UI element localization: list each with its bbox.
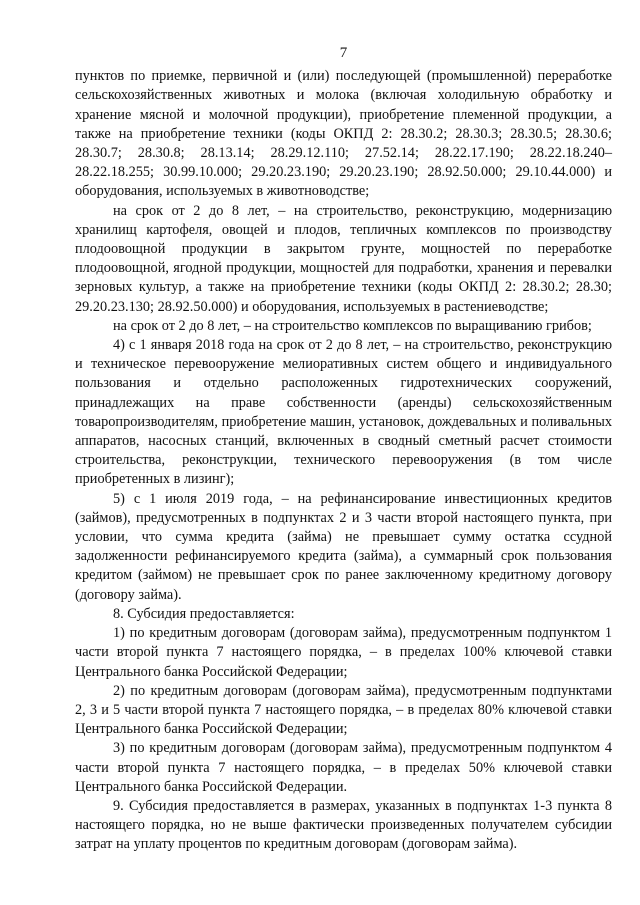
- paragraph-5: 5) с 1 июля 2019 года, – на рефинансирование инвестиционных кредитов (займов), предусмотренных в подпунктах 2 и 3 части второй настоящего пункта, при условии, что сумма кредита (займа) не превышает сумму остатка ссудной задолженности рефинансируемого кредита (займа), а суммарный срок пользования кредитом (займом) не превышает срок по ранее заключенному кредитному договору (договору займа).: [75, 490, 612, 603]
- paragraph-10: 9. Субсидия предоставляется в размерах, указанных в подпунктах 1-3 пункта 8 настоящего порядка, но не выше фактически произведенных получателем субсидии затрат на уплату процентов по кредитным договорам (договорам займа).: [75, 797, 612, 853]
- paragraph-4: 4) с 1 января 2018 года на срок от 2 до 8 лет, – на строительство, реконструкцию и техническое перевооружение мелиоративных систем общего и индивидуального пользования и отдельно расположенных гидротехнических сооружений, принадлежащих на праве собственности (аренды) сельскохозяйственным товаропроизводителям, приобретение машин, установок, дождевальных и поливальных аппаратов, насосных станций, включенных в сводный сметный расчет стоимости строительства, реконструкции, технического перевооружения (в том числе приобретенных в лизинг);: [75, 337, 612, 488]
- paragraph-7: 1) по кредитным договорам (договорам займа), предусмотренным подпунктом 1 части второй пункта 7 настоящего порядка, – в пределах 100% ключевой ставки Центрального банка Российской Федерации;: [75, 625, 612, 680]
- page-number: 7: [339, 45, 348, 61]
- paragraph-3: на срок от 2 до 8 лет, – на строительство комплексов по выращиванию грибов;: [113, 317, 592, 334]
- document-body: [75, 67, 612, 854]
- paragraph-8: 2) по кредитным договорам (договорам займа), предусмотренным подпунктами 2, 3 и 5 части второй пункта 7 настоящего порядка, – в пределах 80% ключевой ставки Центрального банка Российской Федерации;: [75, 682, 612, 738]
- paragraph-9: 3) по кредитным договорам (договорам займа), предусмотренным подпунктом 4 части второй пункта 7 настоящего порядка, – в пределах 50% ключевой ставки Центрального банка Российской Федерации.: [75, 740, 612, 795]
- paragraph-1: пунктов по приемке, первичной и (или) последующей (промышленной) переработке сельскохозяйственных животных и молока (включая холодильную обработку и хранение мясной и молочной продукции), приобретение племенной продукции, а также на приобретение техники (коды ОКПД 2: 28.30.2; 28.30.3; 28.30.5; 28.30.6; 28.30.7; 28.30.8; 28.13.14; 28.29.12.110; 27.52.14; 28.22.17.190; 28.22.18.240–28.22.18.255; 30.99.10.000; 29.20.23.190; 29.20.23.190; 28.92.50.000; 29.10.44.000) и оборудования, используемых в животноводстве;: [75, 68, 612, 200]
- paragraph-6: 8. Субсидия предоставляется:: [113, 605, 295, 622]
- paragraph-2: на срок от 2 до 8 лет, – на строительство, реконструкцию, модернизацию хранилищ картофеля, овощей и плодов, тепличных комплексов по производству плодоовощной продукции в закрытом грунте, мощностей по переработке плодоовощной, ягодной продукции, мощностей для подработки, хранения и перевалки зерновых культур, а также на приобретение техники (коды ОКПД 2: 28.30.2; 28.30; 29.20.23.130; 28.92.50.000) и оборудования, используемых в растениеводстве;: [75, 202, 612, 315]
